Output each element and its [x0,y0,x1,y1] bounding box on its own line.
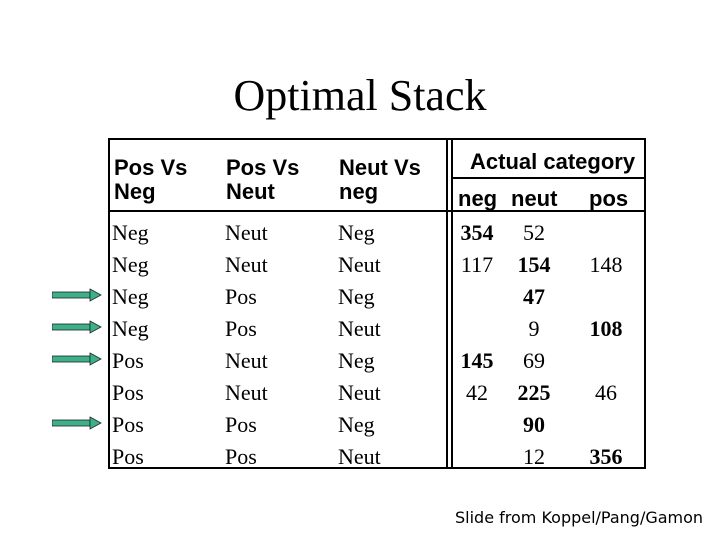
count-cell-pos: 356 [589,444,623,469]
slide-title: Optimal Stack [233,71,487,120]
classifier-output-cell: Neg [112,316,149,341]
count-cell-neut: 69 [523,348,545,373]
confusion-table [108,138,646,469]
classifier-output-cell: Pos [225,284,257,309]
classifier-output-cell: Neut [338,316,381,341]
classifier-output-cell: Pos [112,412,144,437]
header-pos-vs-neut: Pos Vs Neut [226,155,300,204]
classifier-output-cell: Pos [112,380,144,405]
header-neut-vs-neg: Neut Vs neg [339,155,421,204]
count-cell-neg: 42 [466,380,488,405]
classifier-output-cell: Neg [338,220,375,245]
classifier-output-cell: Neut [338,380,381,405]
actual-subheader-divider [451,177,644,179]
count-cell-neut: 154 [517,252,551,277]
classifier-output-cell: Neg [338,348,375,373]
classifier-output-cell: Neut [225,252,268,277]
count-cell-neg: 117 [460,252,494,277]
header-pos-vs-neg: Pos Vs Neg [114,155,188,204]
count-cell-pos: 46 [595,380,617,405]
classifier-output-cell: Neut [338,444,381,469]
row-pointer-arrow-icon [52,352,102,368]
column-divider [451,140,453,467]
classifier-output-cell: Neut [225,348,268,373]
count-cell-neut: 225 [517,380,551,405]
header-actual-category: Actual category [470,149,636,174]
classifier-output-cell: Neut [225,220,268,245]
subheader-neg: neg [458,186,498,211]
count-cell-pos: 108 [589,316,623,341]
count-cell-neut: 47 [523,284,545,309]
count-cell-pos: 148 [589,252,623,277]
row-pointer-arrow-icon [52,288,102,304]
count-cell-neut: 12 [523,444,545,469]
slide-credit: Slide from Koppel/Pang/Gamon [455,508,704,527]
classifier-output-cell: Neut [225,380,268,405]
classifier-output-cell: Neg [112,284,149,309]
count-cell-neut: 9 [528,316,540,341]
classifier-output-cell: Pos [112,348,144,373]
classifier-output-cell: Pos [225,316,257,341]
count-cell-neut: 90 [523,412,545,437]
classifier-output-cell: Neg [112,252,149,277]
classifier-output-cell: Neut [338,252,381,277]
subheader-pos: pos [589,186,629,211]
header-divider [110,210,644,212]
classifier-output-cell: Pos [112,444,144,469]
classifier-output-cell: Neg [338,284,375,309]
classifier-output-cell: Pos [225,412,257,437]
classifier-output-cell: Neg [338,412,375,437]
row-pointer-arrow-icon [52,416,102,432]
subheader-neut: neut [511,186,558,211]
count-cell-neg: 354 [460,220,494,245]
classifier-output-cell: Neg [112,220,149,245]
count-cell-neut: 52 [523,220,545,245]
column-divider [446,140,448,467]
classifier-output-cell: Pos [225,444,257,469]
count-cell-neg: 145 [460,348,494,373]
row-pointer-arrow-icon [52,320,102,336]
